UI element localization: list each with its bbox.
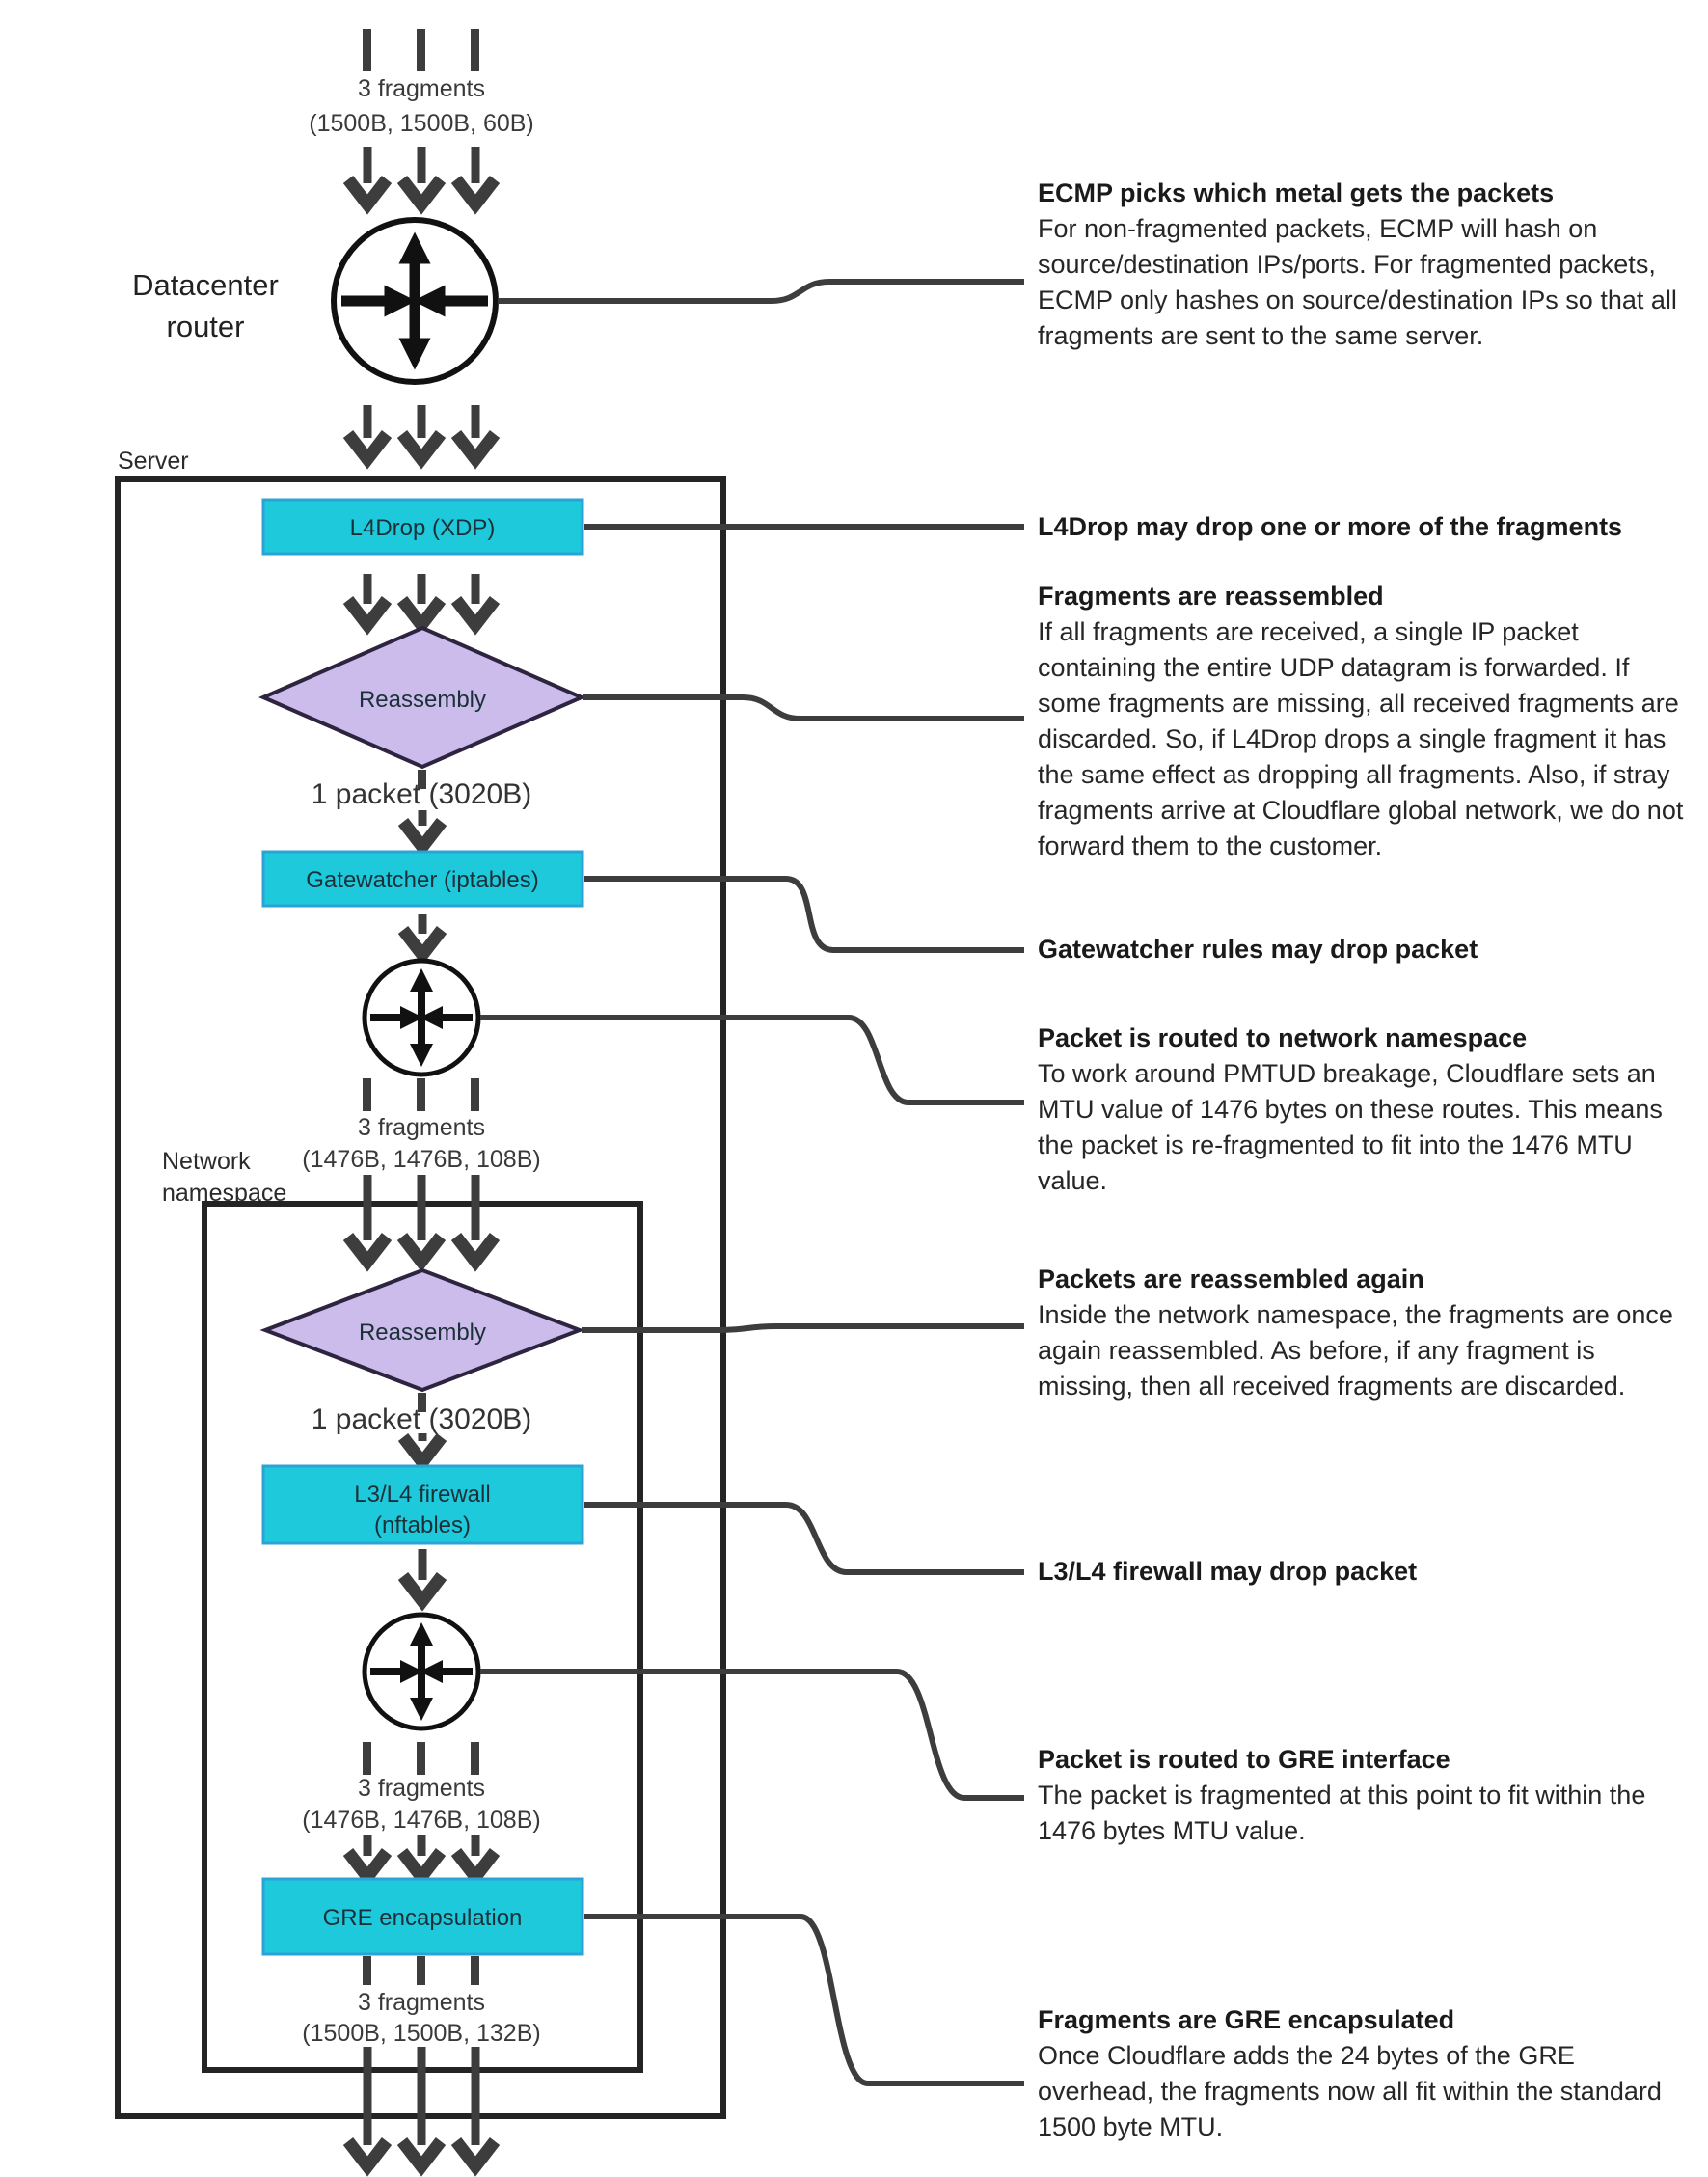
connector-gre	[584, 1917, 1024, 2083]
fragment-label-bottom-count: 3 fragments	[357, 1989, 486, 2016]
connector-reassembly2	[582, 1326, 1024, 1330]
annotation-reassembled	[1038, 579, 1694, 864]
annotation-title: Packet is routed to GRE interface	[1038, 1745, 1450, 1774]
router-icon-2	[365, 961, 478, 1075]
gre-node	[263, 1879, 583, 1954]
firewall-node	[263, 1466, 583, 1543]
connector-firewall	[584, 1505, 1024, 1572]
flow-arrow-to-router2	[403, 914, 442, 955]
connector-ecmp	[498, 282, 1024, 301]
datacenter-router-label-line1: Datacenter	[132, 268, 279, 302]
fragment-ticks-low	[363, 1742, 479, 1775]
gatewatcher-label: Gatewatcher (iptables)	[306, 867, 539, 893]
annotation-gre-route	[1038, 1742, 1694, 1849]
annotation-body: If all fragments are received, a single IP packet containing the entire UDP datagram is forwarded. If some fragments are missing, all received fragments are discarded. So, if L4Drop drops a single fragment it has the same effect as dropping all fragments. Also, if stray fragments arrive at Cloudflare global network, we do not forward them to the customer.	[1038, 617, 1684, 860]
network-namespace-label-line2: namespace	[162, 1180, 287, 1207]
fragment-label-bottom-sizes: (1500B, 1500B, 132B)	[302, 2020, 541, 2047]
annotation-reassembled-again	[1038, 1262, 1694, 1404]
flow-arrows-to-gre	[348, 1835, 495, 1877]
network-namespace-label-line1: Network	[162, 1148, 251, 1175]
l4drop-label: L4Drop (XDP)	[349, 515, 496, 541]
fragment-ticks-mid	[363, 1078, 479, 1111]
flow-arrows-into-server	[348, 405, 495, 459]
fragment-label-mid-sizes: (1476B, 1476B, 108B)	[302, 1146, 541, 1173]
annotation-body: The packet is fragmented at this point to fit within the 1476 bytes MTU value.	[1038, 1781, 1646, 1845]
flow-arrows-into-namespace	[348, 1175, 495, 1262]
annotation-firewall	[1038, 1554, 1694, 1590]
fragment-ticks-top	[363, 29, 479, 71]
router-icon	[334, 220, 496, 382]
reassembly2-node	[265, 1270, 580, 1390]
reassembly1-node	[263, 628, 582, 767]
fragment-ticks-bottom	[363, 1956, 479, 1985]
flow-arrows-l4drop-to-reassembly	[348, 574, 495, 625]
gre-label: GRE encapsulation	[322, 1905, 523, 1931]
annotation-body: To work around PMTUD breakage, Cloudflare sets an MTU value of 1476 bytes on these routes. This means the packet is re-fragmented to fit into the 1476 MTU value.	[1038, 1059, 1663, 1195]
annotation-title: L4Drop may drop one or more of the fragments	[1038, 512, 1623, 541]
fragment-label-top-count: 3 fragments	[357, 75, 486, 102]
annotation-title: Fragments are GRE encapsulated	[1038, 2005, 1455, 2034]
reassembly2-label: Reassembly	[358, 1320, 487, 1346]
connector-reassembly1	[583, 697, 1024, 719]
fragment-label-low-sizes: (1476B, 1476B, 108B)	[302, 1807, 541, 1834]
annotation-title: L3/L4 firewall may drop packet	[1038, 1557, 1418, 1586]
annotation-title: ECMP picks which metal gets the packets	[1038, 178, 1555, 207]
packet-label-2: 1 packet (3020B)	[311, 1403, 532, 1435]
annotation-body: Once Cloudflare adds the 24 bytes of the GRE overhead, the fragments now all fit within the standard 1500 byte MTU.	[1038, 2041, 1662, 2141]
annotation-body: For non-fragmented packets, ECMP will hash on source/destination IPs/ports. For fragmented packets, ECMP only hashes on source/destination IPs so that all fragments are sent to the same server.	[1038, 214, 1677, 350]
l4drop-node	[263, 500, 583, 554]
flow-arrows-into-router	[348, 147, 495, 204]
annotation-ecmp	[1038, 176, 1694, 354]
server-label: Server	[118, 448, 189, 475]
flow-arrows-exit	[348, 2047, 495, 2166]
annotation-title: Packet is routed to network namespace	[1038, 1023, 1528, 1052]
connector-router2	[480, 1018, 1024, 1102]
fragment-label-mid-count: 3 fragments	[357, 1114, 486, 1141]
annotation-title: Fragments are reassembled	[1038, 582, 1384, 611]
annotation-l4drop	[1038, 509, 1694, 545]
datacenter-router-label-line2: router	[166, 310, 245, 343]
router-icon-3	[365, 1615, 478, 1728]
packet-label-1: 1 packet (3020B)	[311, 778, 532, 810]
annotation-title: Packets are reassembled again	[1038, 1265, 1424, 1293]
flow-arrow-to-router3	[403, 1549, 442, 1601]
annotation-gatewatcher	[1038, 932, 1694, 967]
connector-router3	[480, 1672, 1024, 1798]
firewall-label-line2: (nftables)	[373, 1512, 472, 1538]
firewall-label-line1: L3/L4 firewall	[354, 1482, 491, 1508]
gatewatcher-node	[263, 852, 583, 906]
reassembly1-label: Reassembly	[358, 687, 487, 713]
annotation-namespace-route	[1038, 1020, 1694, 1199]
flow-arrow-to-firewall	[403, 1433, 442, 1462]
fragment-label-low-count: 3 fragments	[357, 1775, 486, 1802]
annotation-body: Inside the network namespace, the fragments are once again reassembled. As before, if any fragment is missing, then all received fragments are discarded.	[1038, 1300, 1673, 1401]
fragment-label-top-sizes: (1500B, 1500B, 60B)	[309, 110, 534, 137]
annotation-gre-encapsulated	[1038, 2002, 1694, 2145]
annotation-title: Gatewatcher rules may drop packet	[1038, 935, 1478, 964]
flow-arrow-to-gatewatcher	[403, 810, 442, 847]
connector-gatewatcher	[584, 879, 1024, 950]
